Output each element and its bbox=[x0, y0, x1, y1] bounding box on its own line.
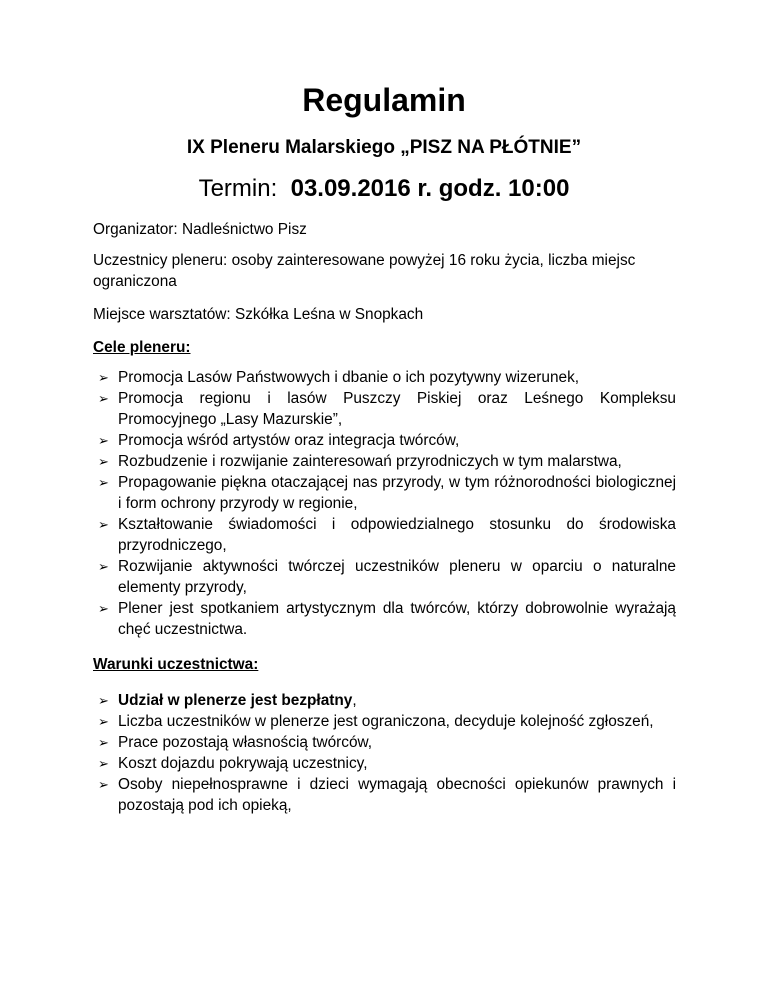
arrow-bullet-icon: ➢ bbox=[98, 475, 109, 490]
list-item bbox=[98, 451, 676, 472]
list-item bbox=[98, 388, 676, 430]
list-item-text: Promocja wśród artystów oraz integracja twórców, bbox=[118, 432, 460, 449]
arrow-bullet-icon: ➢ bbox=[98, 756, 109, 771]
list-item-text: Liczba uczestników w plenerze jest ograniczona, decyduje kolejność zgłoszeń, bbox=[118, 713, 654, 730]
list-item-text: Plener jest spotkaniem artystycznym dla twórców, którzy dobrowolnie wyrażają chęć uczestnictwa. bbox=[118, 600, 676, 638]
list-item bbox=[98, 690, 676, 711]
list-item-text: Koszt dojazdu pokrywają uczestnicy, bbox=[118, 755, 368, 772]
arrow-bullet-icon: ➢ bbox=[98, 693, 109, 708]
list-item bbox=[98, 514, 676, 556]
document-title: Regulamin bbox=[302, 82, 466, 118]
arrow-bullet-icon: ➢ bbox=[98, 517, 109, 532]
list-item-text: , bbox=[352, 692, 357, 709]
list-item-text: Promocja regionu i lasów Puszczy Piskiej oraz Leśnego Kompleksu Promocyjnego „Lasy Mazurskie”, bbox=[118, 390, 676, 428]
arrow-bullet-icon: ➢ bbox=[98, 714, 109, 729]
list-item-text: Prace pozostają własnością twórców, bbox=[118, 734, 373, 751]
arrow-bullet-icon: ➢ bbox=[98, 735, 109, 750]
venue-line: Miejsce warsztatów: Szkółka Leśna w Snopkach bbox=[93, 306, 424, 323]
arrow-bullet-icon: ➢ bbox=[98, 370, 109, 385]
term-value: 03.09.2016 r. godz. 10:00 bbox=[290, 175, 570, 202]
list-item-text: Rozbudzenie i rozwijanie zainteresowań przyrodniczych w tym malarstwa, bbox=[118, 453, 622, 470]
list-item-text: Kształtowanie świadomości i odpowiedzialnego stosunku do środowiska przyrodniczego, bbox=[118, 516, 676, 554]
organizer-line: Organizator: Nadleśnictwo Pisz bbox=[93, 221, 307, 238]
list-item bbox=[98, 753, 676, 774]
list-item bbox=[98, 367, 676, 388]
goals-heading: Cele pleneru: bbox=[93, 339, 191, 356]
conditions-heading: Warunki uczestnictwa: bbox=[93, 656, 259, 673]
list-item bbox=[98, 598, 676, 640]
document-subtitle: IX Pleneru Malarskiego „PISZ NA PŁÓTNIE” bbox=[186, 137, 582, 158]
conditions-list bbox=[93, 690, 676, 816]
list-item bbox=[98, 556, 676, 598]
list-item-bold-text: Udział w plenerze jest bezpłatny bbox=[118, 692, 353, 709]
list-item bbox=[98, 732, 676, 753]
arrow-bullet-icon: ➢ bbox=[98, 559, 109, 574]
list-item bbox=[98, 430, 676, 451]
list-item-text: Osoby niepełnosprawne i dzieci wymagają obecności opiekunów prawnych i pozostają pod ich opieką, bbox=[118, 776, 676, 814]
list-item bbox=[98, 711, 676, 732]
list-item bbox=[98, 774, 676, 816]
goals-list bbox=[93, 367, 676, 640]
arrow-bullet-icon: ➢ bbox=[98, 391, 109, 406]
participants-line: Uczestnicy pleneru: osoby zainteresowane powyżej 16 roku życia, liczba miejsc ograniczona bbox=[93, 252, 636, 290]
list-item-text: Rozwijanie aktywności twórczej uczestników pleneru w oparciu o naturalne elementy przyrody, bbox=[118, 558, 676, 596]
arrow-bullet-icon: ➢ bbox=[98, 777, 109, 792]
list-item-text: Propagowanie piękna otaczającej nas przyrody, w tym różnorodności biologicznej i form ochrony przyrody w regionie, bbox=[118, 474, 676, 512]
term-label: Termin: bbox=[198, 175, 278, 202]
arrow-bullet-icon: ➢ bbox=[98, 601, 109, 616]
arrow-bullet-icon: ➢ bbox=[98, 454, 109, 469]
arrow-bullet-icon: ➢ bbox=[98, 433, 109, 448]
event-term bbox=[0, 175, 768, 203]
list-item-text: Promocja Lasów Państwowych i dbanie o ich pozytywny wizerunek, bbox=[118, 369, 580, 386]
document-body bbox=[93, 219, 676, 816]
list-item bbox=[98, 472, 676, 514]
